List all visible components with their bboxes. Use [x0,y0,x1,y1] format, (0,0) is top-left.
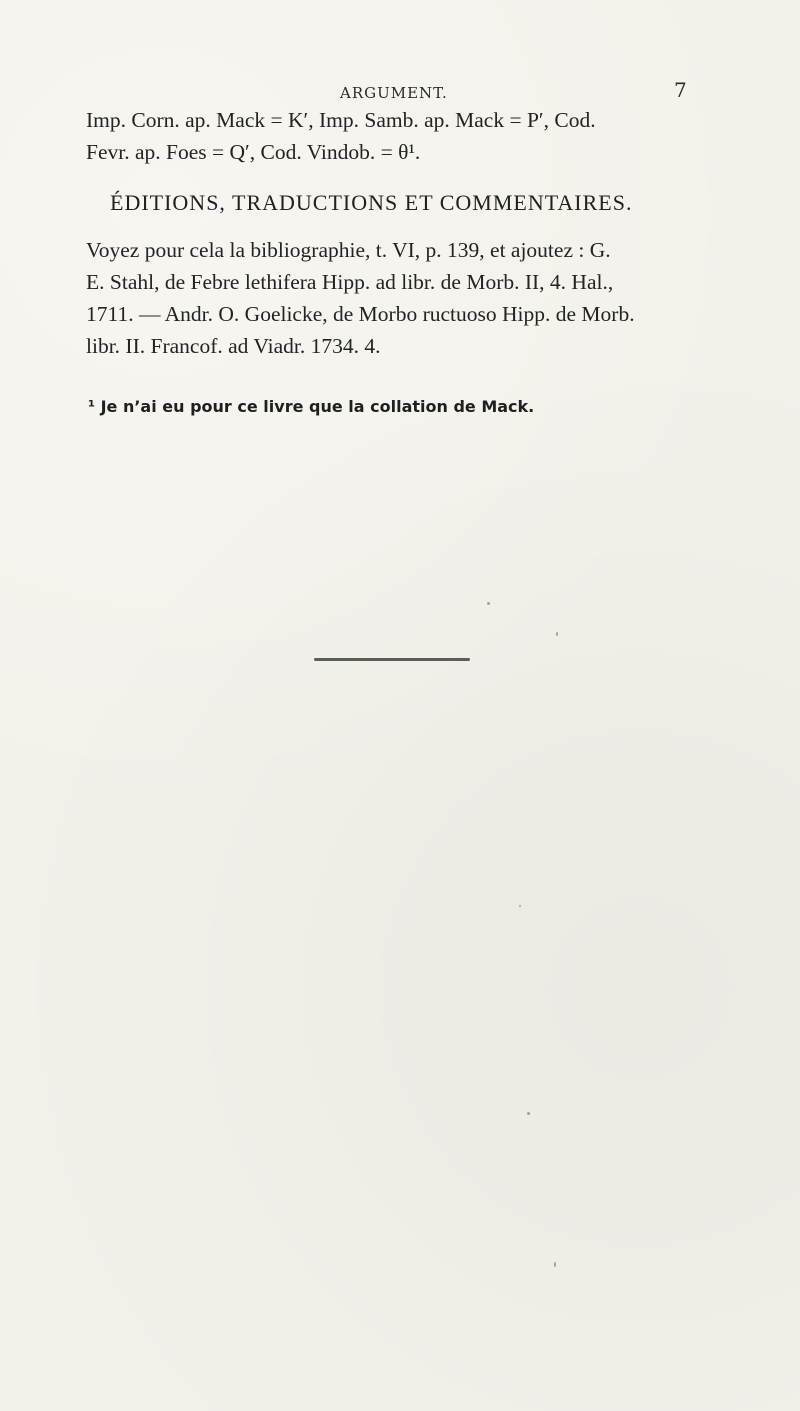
paper-speck [556,632,558,636]
paragraph-line-1: Voyez pour cela la bibliographie, t. VI, p. 139, et ajoutez : G. [86,238,611,262]
running-head: ARGUMENT. [340,84,448,102]
footnote: ¹ Je n’ai eu pour ce livre que la collation de Mack. [88,397,535,416]
print-flaw-rule [314,658,470,661]
page-number: 7 [674,78,687,102]
paper-speck [527,1112,530,1115]
paper-speck [554,1262,556,1267]
paragraph-line-4: libr. II. Francof. ad Viadr. 1734. 4. [86,334,381,358]
sigla-line-2: Fevr. ap. Foes = Q′, Cod. Vindob. = θ¹. [86,140,421,164]
paragraph-line-2: E. Stahl, de Febre lethifera Hipp. ad libr. de Morb. II, 4. Hal., [86,270,614,294]
paper-speck [487,602,490,605]
section-heading: ÉDITIONS, TRADUCTIONS ET COMMENTAIRES. [110,190,633,215]
paper-speck [519,905,521,907]
paragraph-line-3: 1711. — Andr. O. Goelicke, de Morbo ructuoso Hipp. de Morb. [86,302,635,326]
sigla-line-1: Imp. Corn. ap. Mack = K′, Imp. Samb. ap. Mack = P′, Cod. [86,108,596,132]
